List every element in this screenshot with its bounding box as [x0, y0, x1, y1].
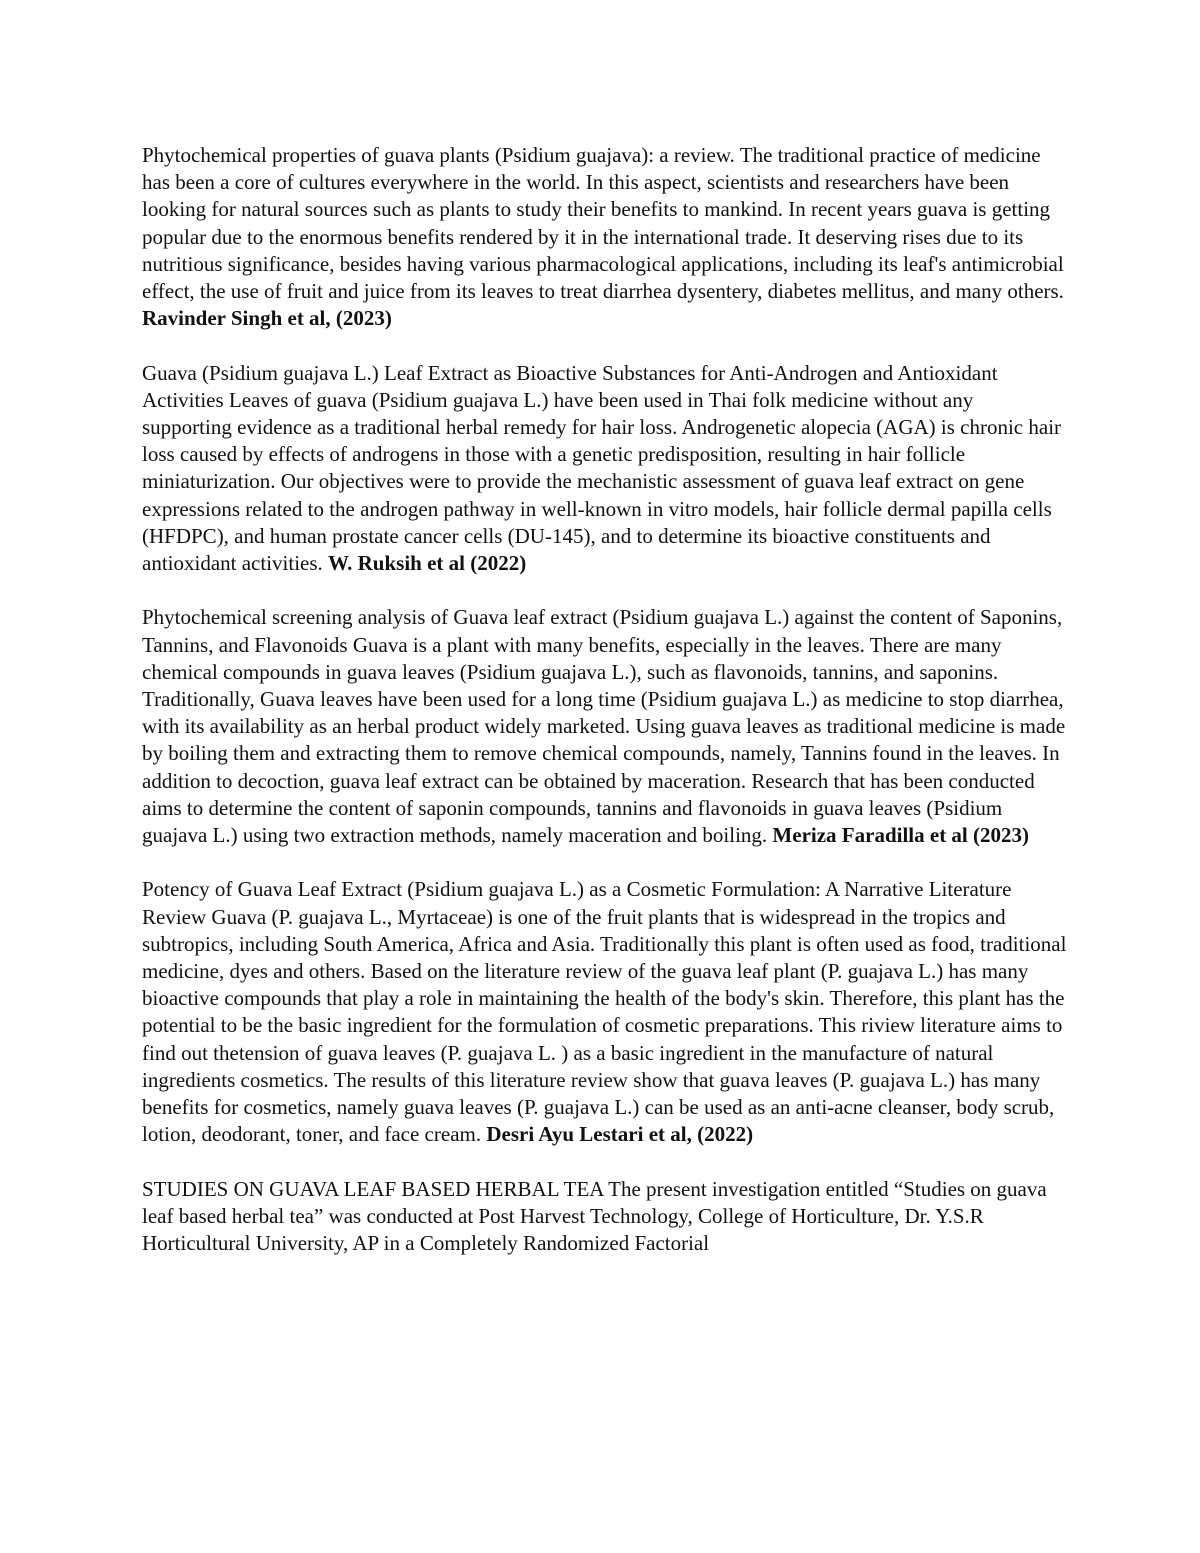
paragraph-guava-phytochemical-review: [142, 142, 1067, 332]
citation: Ravinder Singh et al, (2023): [142, 306, 392, 331]
paragraph-guava-phytochemical-screening: [142, 604, 1067, 849]
citation: Desri Ayu Lestari et al, (2022): [486, 1122, 754, 1147]
citation: W. Ruksih et al (2022): [328, 551, 527, 576]
document-body: [142, 142, 1067, 1284]
paragraph-guava-cosmetic-formulation: [142, 876, 1067, 1148]
paragraph-text: Phytochemical screening analysis of Guava leaf extract (Psidium guajava L.) against the content of Saponins, Tannins, and Flavonoids Guava is a plant with many benefits, especially in the leaves. There are many chemical compounds in guava leaves (Psidium guajava L.), such as flavonoids, tannins, and saponins. Traditionally, Guava leaves have been used for a long time (Psidium guajava L.) as medicine to stop diarrhea, with its availability as an herbal product widely marketed. Using guava leaves as traditional medicine is made by boiling them and extracting them to remove chemical compounds, namely, Tannins found in the leaves. In addition to decoction, guava leaf extract can be obtained by maceration. Research that has been conducted aims to determine the content of saponin compounds, tannins and flavonoids in guava leaves (Psidium guajava L.) using two extraction methods, namely maceration and boiling.: [142, 605, 1066, 848]
paragraph-guava-anti-androgen: [142, 360, 1067, 578]
paragraph-text: Phytochemical properties of guava plants (Psidium guajava): a review. The traditional practice of medicine has been a core of cultures everywhere in the world. In this aspect, scientists and researchers have been looking for natural sources such as plants to study their benefits to mankind. In recent years guava is getting popular due to the enormous benefits rendered by it in the international trade. It deserving rises due to its nutritious significance, besides having various pharmacological applications, including its leaf's antimicrobial effect, the use of fruit and juice from its leaves to treat diarrhea dysentery, diabetes mellitus, and many others.: [142, 143, 1064, 304]
paragraph-guava-herbal-tea: [142, 1176, 1067, 1258]
paragraph-text: Potency of Guava Leaf Extract (Psidium guajava L.) as a Cosmetic Formulation: A Narrative Literature Review Guava (P. guajava L., Myrtaceae) is one of the fruit plants that is widespread in the tropics and subtropics, including South America, Africa and Asia. Traditionally this plant is often used as food, traditional medicine, dyes and others. Based on the literature review of the guava leaf plant (P. guajava L.) has many bioactive compounds that play a role in maintaining the health of the body's skin. Therefore, this plant has the potential to be the basic ingredient for the formulation of cosmetic preparations. This riview literature aims to find out thetension of guava leaves (P. guajava L. ) as a basic ingredient in the manufacture of natural ingredients cosmetics. The results of this literature review show that guava leaves (P. guajava L.) has many benefits for cosmetics, namely guava leaves (P. guajava L.) can be used as an anti-acne cleanser, body scrub, lotion, deodorant, toner, and face cream.: [142, 877, 1067, 1147]
paragraph-text: STUDIES ON GUAVA LEAF BASED HERBAL TEA The present investigation entitled “Studies on guava leaf based herbal tea” was conducted at Post Harvest Technology, College of Horticulture, Dr. Y.S.R Horticultural University, AP in a Completely Randomized Factorial: [142, 1176, 1047, 1256]
paragraph-text: Guava (Psidium guajava L.) Leaf Extract as Bioactive Substances for Anti-Androgen and Antioxidant Activities Leaves of guava (Psidium guajava L.) have been used in Thai folk medicine without any supporting evidence as a traditional herbal remedy for hair loss. Androgenetic alopecia (AGA) is chronic hair loss caused by effects of androgens in those with a genetic predisposition, resulting in hair follicle miniaturization. Our objectives were to provide the mechanistic assessment of guava leaf extract on gene expressions related to the androgen pathway in well-known in vitro models, hair follicle dermal papilla cells (HFDPC), and human prostate cancer cells (DU-145), and to determine its bioactive constituents and antioxidant activities.: [142, 360, 1062, 576]
citation: Meriza Faradilla et al (2023): [772, 823, 1030, 848]
